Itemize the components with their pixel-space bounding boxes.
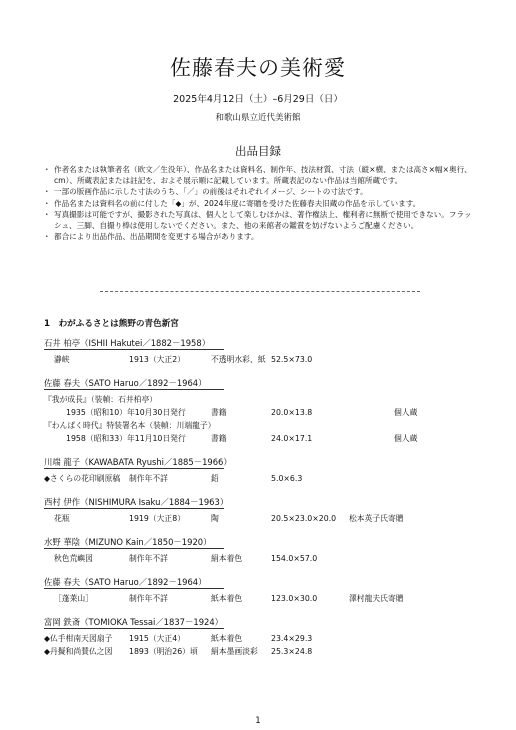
work-row: [44, 393, 474, 406]
note-item: ・ 一部の版画作品に示した寸法のうち、「／」の前後はそれぞれイメージ、シートの寸法です。: [46, 186, 476, 197]
artist-name: 佐藤 春夫（SATO Haruo／1892－1964）: [44, 576, 224, 589]
work-row: [44, 645, 474, 658]
work-year: 1893（明治26）頃: [129, 647, 198, 656]
work-year: 1919（大正8）: [129, 514, 185, 523]
artist-name: 佐藤 春夫（SATO Haruo／1892－1964）: [44, 377, 224, 390]
work-year: 制作年不詳: [129, 554, 168, 563]
note-item: ・ 作者名または執筆者名（欧文／生没年）、作品名または資料名、制作年、技法材質、寸法（縦×横、または高さ×幅×奥行、cm）、所蔵表記または註記を、およそ展示順に記載しています。所蔵表記のない作品は当館所蔵です。: [46, 164, 476, 186]
work-year: 1935（昭和10）年10月30日発行: [66, 408, 186, 417]
work-size: 5.0×6.3: [271, 474, 303, 483]
work-size: 52.5×73.0: [271, 355, 313, 364]
work-title: 瀞峡: [54, 355, 70, 364]
work-medium: 絹本墨画淡彩: [211, 647, 258, 656]
work-medium: 紙本着色: [211, 594, 243, 603]
entries-list: [44, 337, 474, 658]
work-title: ◆さくらの花印刷原稿: [44, 474, 121, 483]
work-row: [44, 592, 474, 605]
dashed-divider: [100, 291, 420, 292]
work-size: 20.0×13.8: [271, 408, 313, 417]
work-medium: 鉛: [211, 474, 219, 483]
work-medium: 紙本着色: [211, 634, 243, 643]
note-item: ・ 作品名または資料名の前に付した「◆」が、2024年度に寄贈を受けた佐藤春夫旧蔵の作品を示しています。: [46, 198, 476, 209]
work-medium: 陶: [211, 514, 219, 523]
catalog-subtitle: 出品目録: [235, 144, 281, 158]
work-title: 秋色荒嶼図: [54, 554, 93, 563]
work-owner: 澤村龍夫氏寄贈: [349, 594, 404, 603]
work-title: ［蓬莱山］: [54, 594, 93, 603]
notes-list: [46, 164, 476, 242]
work-size: 154.0×57.0: [271, 554, 318, 563]
work-year: 1915（大正4）: [129, 634, 185, 643]
work-row: [44, 552, 474, 565]
work-size: 20.5×23.0×20.0: [271, 514, 337, 523]
artist-name: 水野 華陰（MIZUNO Kain／1850－1920）: [44, 536, 224, 549]
work-year: 1913（大正2）: [129, 355, 185, 364]
work-size: 23.4×29.3: [271, 634, 313, 643]
work-title: 『わんぱく時代』特装署名本（装幀：川端龍子）: [44, 421, 216, 430]
work-size: 123.0×30.0: [271, 594, 318, 603]
work-row: [44, 419, 474, 432]
work-title: ◆仏手柑南天図扇子: [44, 634, 113, 643]
venue-name: 和歌山県立近代美術館: [215, 113, 301, 123]
page-number: 1: [255, 716, 261, 726]
work-row: [44, 632, 474, 645]
work-medium: 不透明水彩、紙: [211, 355, 266, 364]
work-size: 25.3×24.8: [271, 647, 313, 656]
work-row-detail: [44, 432, 474, 445]
artist-name: 石井 柏亭（ISHII Hakutei／1882－1958）: [44, 337, 224, 350]
work-row-detail: [44, 406, 474, 419]
work-year: 1958（昭和33）年11月10日発行: [66, 434, 186, 443]
artist-name: 富岡 鉄斎（TOMIOKA Tessai／1837－1924）: [44, 617, 224, 627]
artist-name: 西村 伊作（NISHIMURA Isaku／1884－1963）: [44, 497, 229, 507]
section-heading: 1 わがふるさとは熊野の青色新宮: [44, 319, 179, 329]
work-title: 『我が成長』（装幀：石井柏亭）: [44, 395, 158, 404]
work-medium: 書籍: [211, 408, 227, 417]
artist-name: 川端 龍子（KAWABATA Ryushi／1885－1966）: [44, 457, 232, 467]
work-year: 制作年不詳: [129, 594, 168, 603]
page-title: 佐藤春夫の美術愛: [170, 56, 346, 80]
work-row: [44, 472, 474, 485]
work-row: [44, 353, 474, 366]
work-title: 花瓶: [54, 514, 70, 523]
work-row: [44, 512, 474, 525]
work-medium: 絹本着色: [211, 554, 243, 563]
note-item: ・ 写真撮影は可能ですが、撮影された写真は、個人として楽しむほかは、著作権法上、権利者に無断で使用できない。フラッシュ、三脚、自撮り棒は使用しないでください。また、他の来館者の鑑賞を妨げないようご配慮ください。: [46, 209, 476, 231]
work-owner: 個人蔵: [394, 408, 418, 417]
work-size: 24.0×17.1: [271, 434, 313, 443]
work-medium: 書籍: [211, 434, 227, 443]
note-item: ・ 都合により出品作品、出品期間を変更する場合があります。: [46, 231, 476, 242]
exhibition-dates: 2025年4月12日（土）–6月29日（日）: [173, 94, 343, 105]
work-owner: 個人蔵: [394, 434, 418, 443]
work-owner: 松本英子氏寄贈: [349, 514, 404, 523]
work-year: 制作年不詳: [129, 474, 168, 483]
work-title: ◆丹擬和尚賛仏之図: [44, 647, 113, 656]
